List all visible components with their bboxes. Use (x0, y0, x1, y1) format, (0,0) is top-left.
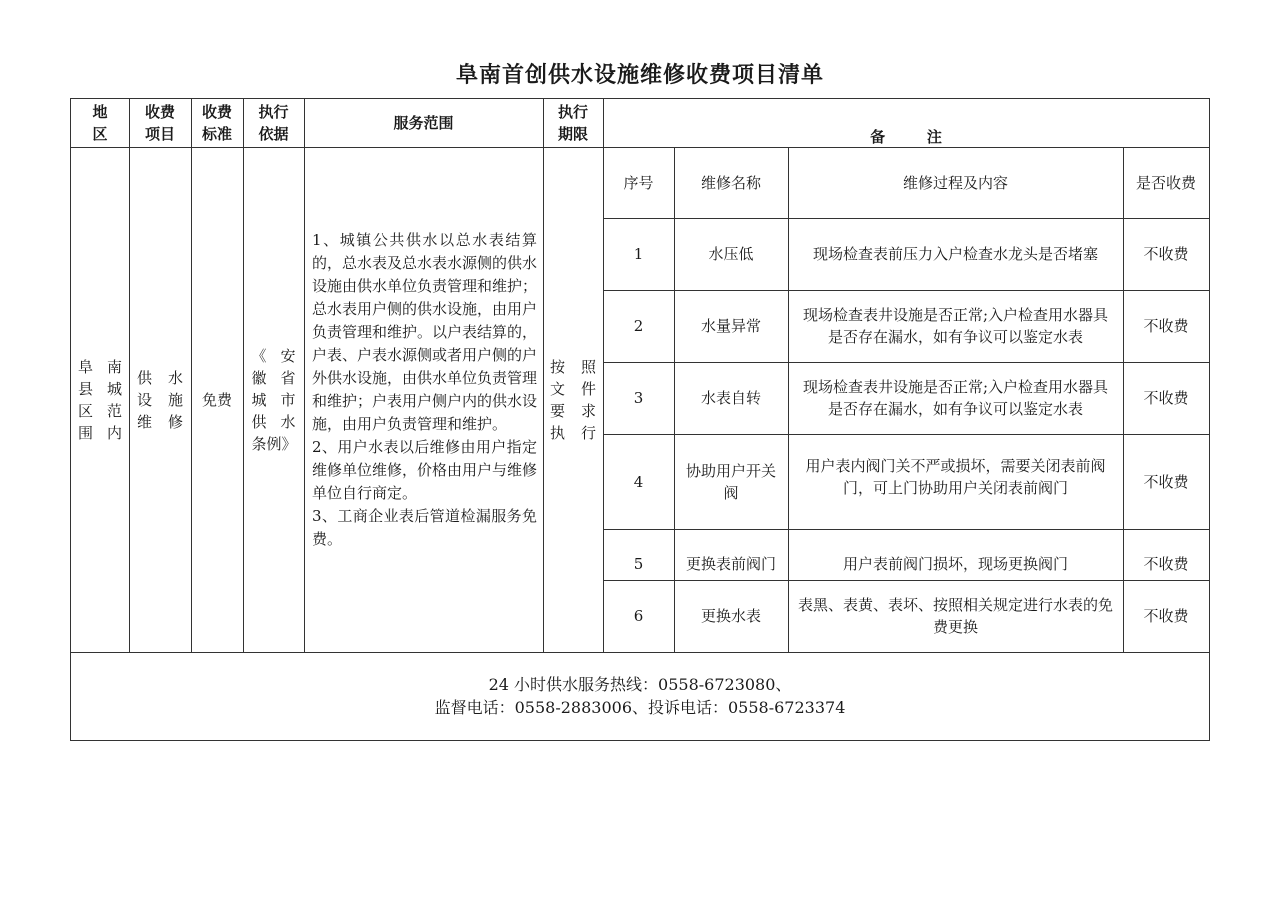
item-name: 水量异常 (700, 317, 761, 335)
basis-text: 《 安 徽 省 城 市 供 水 条例》 (251, 346, 297, 453)
item-charge: 不收费 (1143, 245, 1189, 263)
item-content: 表黑、表黄、表坏、按照相关规定进行水表的免费更换 (797, 596, 1113, 636)
item-charge: 不收费 (1143, 607, 1189, 625)
item-charge: 不收费 (1143, 389, 1189, 407)
item-content: 现场检查表前压力入户检查水龙头是否堵塞 (812, 245, 1098, 263)
header-standard: 收费 标准 (201, 103, 232, 143)
cell-basis (243, 147, 304, 652)
page-title: 阜南首创供水设施维修收费项目清单 (455, 63, 824, 88)
item-content: 用户表内阀门关不严或损坏，需要关闭表前阀门，可上门协助用户关闭表前阀门 (805, 456, 1106, 497)
header-scope: 服务范围 (393, 114, 454, 132)
item-charge: 不收费 (1143, 554, 1189, 573)
scope-text: 1、城镇公共供水以总水表结算的，总水表及总水表水源侧的供水设施由供水单位负责管理和维护；总水表用户侧的供水设施，由用户负责管理和维护。以户表结算的，户表、户表水源侧或者用户侧的户外供水设施，由供水单位负责管理和维护；户表用户侧户内的供水设施，由用户负责管理和维护。 2、用户水表以后维修由用户指定维修单位维修，价格由用户与维修单位自行商定。 3、工商企业表后管道检漏服务免费。 (312, 230, 538, 548)
cell-scope (304, 147, 543, 652)
item-name: 更换水表 (700, 607, 761, 625)
item-name: 更换表前阀门 (685, 554, 776, 573)
item-charge: 不收费 (1143, 317, 1189, 335)
cell-region (71, 147, 129, 652)
item-no: 6 (633, 607, 644, 625)
item-content: 用户表前阀门损坏，现场更换阀门 (842, 554, 1068, 573)
hotline-text: 24 小时供水服务热线：0558-6723080、 (488, 675, 792, 694)
header-item: 收费 项目 (144, 103, 175, 143)
header-period: 执行 期限 (557, 103, 588, 143)
subheader-no: 序号 (623, 173, 654, 192)
item-content: 现场检查表井设施是否正常;入户检查用水器具是否存在漏水，如有争议可以鉴定水表 (802, 306, 1109, 346)
item-name: 协助用户开关阀 (685, 461, 776, 502)
header-region: 地 区 (92, 103, 108, 143)
header-basis: 执行 依据 (258, 103, 289, 143)
item-text: 供 水 设 施 维修 (137, 368, 183, 431)
item-no: 1 (633, 245, 644, 263)
item-no: 5 (633, 554, 644, 573)
cell-item (129, 147, 191, 652)
hotline-footer (71, 652, 1209, 740)
region-text: 阜 南 县 城 区 范 围内 (78, 357, 122, 442)
subheader-content: 维修过程及内容 (902, 173, 1008, 192)
item-no: 4 (633, 472, 644, 491)
standard-text: 免费 (201, 390, 232, 409)
item-no: 3 (633, 389, 644, 407)
subheader-charge: 是否收费 (1135, 173, 1196, 192)
item-name: 水压低 (708, 245, 754, 263)
fee-table (70, 98, 1210, 741)
cell-period (543, 147, 603, 652)
cell-standard (191, 147, 243, 652)
subheader-name: 维修名称 (700, 173, 761, 192)
item-no: 2 (633, 317, 644, 335)
supervision-text: 监督电话：0558-2883006、投诉电话：0558-6723374 (434, 698, 846, 717)
period-text: 按 照 文 件 要 求 执行 (550, 357, 596, 442)
header-remarks: 备 注 (870, 128, 942, 146)
item-name: 水表自转 (700, 389, 761, 407)
item-content: 现场检查表井设施是否正常;入户检查用水器具是否存在漏水，如有争议可以鉴定水表 (802, 378, 1109, 418)
item-charge: 不收费 (1143, 472, 1189, 491)
